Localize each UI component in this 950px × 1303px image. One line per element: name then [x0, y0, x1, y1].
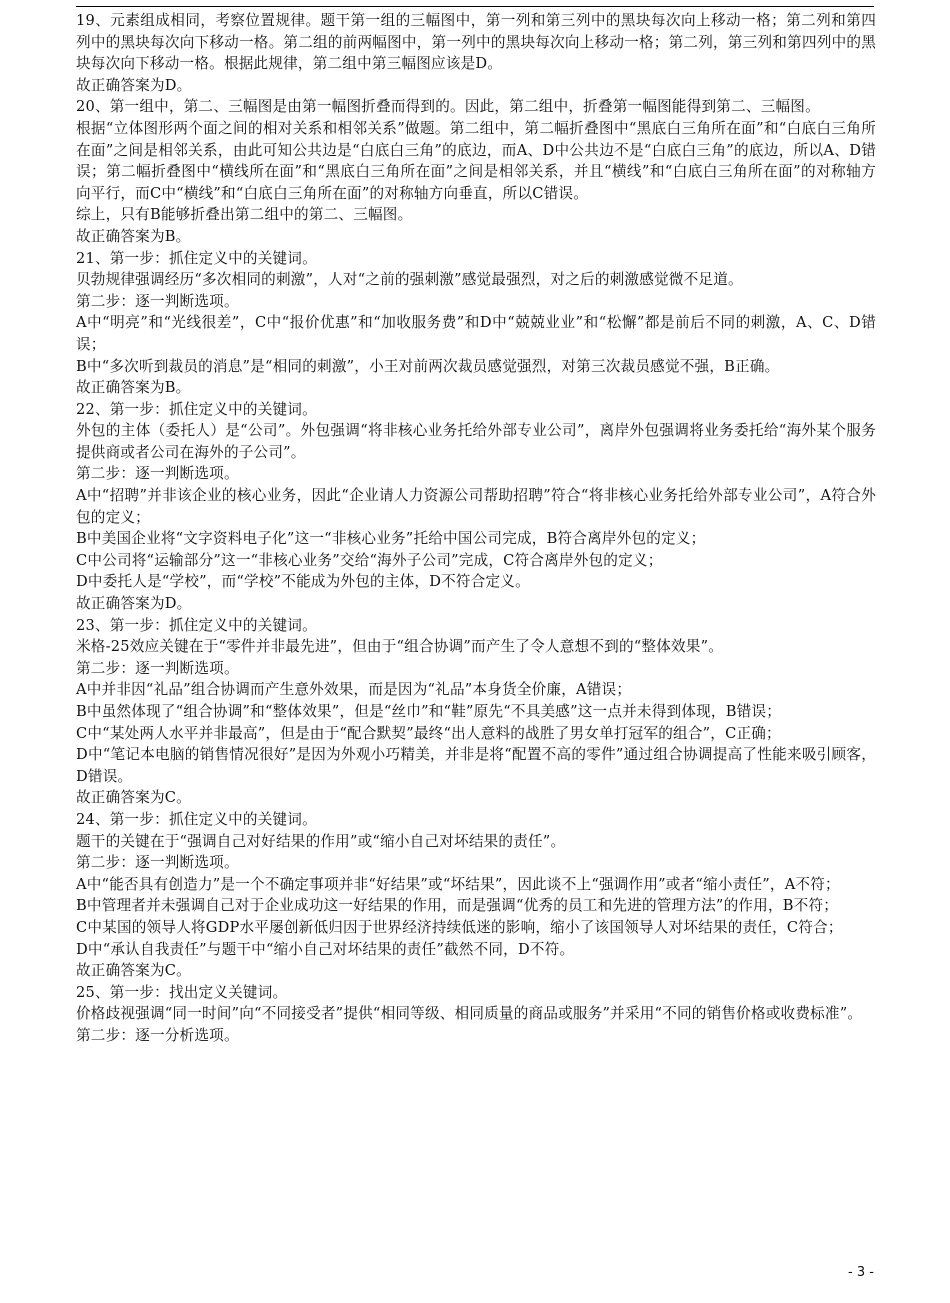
paragraph: 外包的主体（委托人）是“公司”。外包强调“将非核心业务托给外部专业公司”，离岸外包强调将业务委托给“海外某个服务提供商或者公司在海外的子公司”。	[76, 422, 876, 461]
paragraph: 23、第一步：抓住定义中的关键词。	[76, 616, 317, 634]
paragraph: D中“承认自我责任”与题干中“缩小自己对坏结果的责任”截然不同，D不符。	[76, 940, 575, 958]
paragraph: 题干的关键在于“强调自己对好结果的作用”或“缩小自己对坏结果的责任”。	[76, 832, 566, 850]
paragraph: 故正确答案为C。	[76, 962, 191, 980]
paragraph: D中委托人是“学校”，而“学校”不能成为外包的主体，D不符合定义。	[76, 573, 530, 591]
paragraph: 故正确答案为D。	[76, 595, 192, 613]
paragraph: B中管理者并未强调自己对于企业成功这一好结果的作用，而是强调“优秀的员工和先进的管理方法”的作用，B不符；	[76, 897, 839, 915]
paragraph: A中“明亮”和“光线很差”，C中“报价优惠”和“加收服务费”和D中“兢兢业业”和“松懈”都是前后不同的刺激，A、C、D错误；	[76, 314, 876, 353]
header-rule	[76, 6, 874, 7]
paragraph: B中虽然体现了“组合协调”和“整体效果”，但是“丝巾”和“鞋”原先“不具美感”这一点并未得到体现，B错误；	[76, 703, 782, 720]
paragraph: 21、第一步：抓住定义中的关键词。	[76, 249, 317, 267]
paragraph: 价格歧视强调“同一时间”向“不同接受者”提供“相同等级、相同质量的商品或服务”并采用“不同的销售价格或收费标准”。	[76, 1005, 863, 1023]
paragraph: C中“某处两人水平并非最高”，但是由于“配合默契”最终“出人意料的战胜了男女单打冠军的组合”，C正确；	[76, 724, 781, 742]
paragraph: 贝勃规律强调经历“多次相同的刺激”，人对“之前的强刺激”感觉最强烈，对之后的刺激感觉微不足道。	[76, 271, 743, 289]
paragraph: 20、第一组中，第二、三幅图是由第一幅图折叠而得到的。因此，第二组中，折叠第一幅图能得到第二、三幅图。	[76, 98, 820, 116]
paragraph: 第二步：逐一判断选项。	[76, 854, 239, 872]
paragraph: A中并非因“礼品”组合协调而产生意外效果，而是因为“礼品”本身货全价廉，A错误；	[76, 681, 632, 699]
paragraph: 24、第一步：抓住定义中的关键词。	[76, 810, 317, 828]
paragraph: 故正确答案为D。	[76, 76, 192, 94]
paragraph: 25、第一步：找出定义关键词。	[76, 983, 288, 1001]
paragraph: B中美国企业将“文字资料电子化”这一“非核心业务”托给中国公司完成，B符合离岸外包的定义；	[76, 530, 706, 548]
answer-explanations	[76, 10, 876, 1047]
paragraph: 故正确答案为B。	[76, 379, 191, 397]
paragraph: 根据“立体图形两个面之间的相对关系和相邻关系”做题。第二组中，第二幅折叠图中“黑底白三角所在面”和“白底白三角所在面”之间是相邻关系，由此可知公共边是“白底白三角”的底边，而A、D中公共边不是“白底白三角”的底边，所以A、D错误；第二幅折叠图中“横线所在面”和“黑底白三角所在面”之间是相邻关系，并且“横线”和“白底白三角所在面”的对称轴方向平行，而C中“横线”和“白底白三角所在面”的对称轴方向垂直，所以C错误。	[76, 119, 877, 202]
paragraph: A中“能否具有创造力”是一个不确定事项并非“好结果”或“坏结果”，因此谈不上“强调作用”或者“缩小责任”，A不符；	[76, 875, 840, 893]
paragraph: 第二步：逐一判断选项。	[76, 292, 239, 310]
paragraph: A中“招聘”并非该企业的核心业务，因此“企业请人力资源公司帮助招聘”符合“将非核心业务托给外部专业公司”，A符合外包的定义；	[76, 487, 876, 526]
paragraph: 第二步：逐一分析选项。	[76, 1026, 239, 1044]
paragraph: C中公司将“运输部分”这一“非核心业务”交给“海外子公司”完成，C符合离岸外包的定义；	[76, 551, 663, 569]
paragraph: 19、元素组成相同，考察位置规律。题干第一组的三幅图中，第一列和第三列中的黑块每次向上移动一格；第二列和第四列中的黑块每次向下移动一格。第二组的前两幅图中，第一列中的黑块每次向上移动一格；第二列，第三列和第四列中的黑块每次向下移动一格。根据此规律，第二组中第三幅图应该是D。	[76, 12, 876, 73]
page-number: - 3 -	[848, 1265, 874, 1280]
paragraph: 综上，只有B能够折叠出第二组中的第二、三幅图。	[76, 206, 413, 224]
paragraph: 第二步：逐一判断选项。	[76, 465, 239, 483]
paragraph: 米格-25效应关键在于“零件并非最先进”，但由于“组合协调”而产生了令人意想不到的“整体效果”。	[76, 638, 724, 656]
paragraph: 22、第一步：抓住定义中的关键词。	[76, 400, 317, 418]
paragraph: B中“多次听到裁员的消息”是“相同的刺激”，小王对前两次裁员感觉强烈，对第三次裁员感觉不强，B正确。	[76, 357, 780, 375]
paragraph: D中“笔记本电脑的销售情况很好”是因为外观小巧精美，并非是将“配置不高的零件”通过组合协调提高了性能来吸引顾客，D错误。	[76, 746, 876, 785]
paragraph: C中某国的领导人将GDP水平屡创新低归因于世界经济持续低迷的影响，缩小了该国领导人对坏结果的责任，C符合；	[76, 918, 843, 936]
paragraph: 故正确答案为B。	[76, 227, 191, 245]
paragraph: 故正确答案为C。	[76, 789, 191, 807]
paragraph: 第二步：逐一判断选项。	[76, 659, 239, 677]
